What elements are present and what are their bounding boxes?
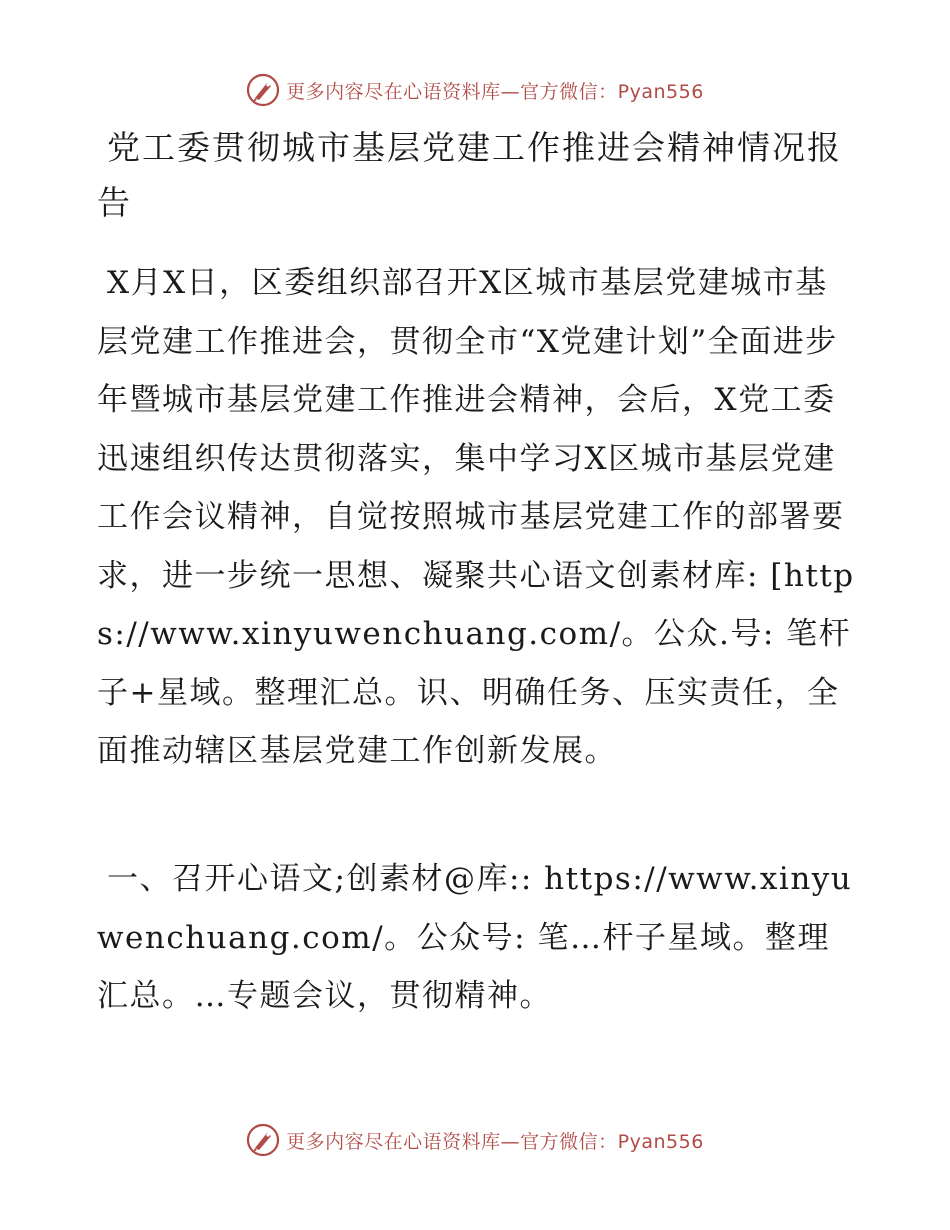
watermark-group xyxy=(246,73,704,107)
bottom-watermark-banner xyxy=(0,1120,950,1160)
watermark-group xyxy=(246,1123,704,1157)
watermark-text: 更多内容尽在心语资料库—官方微信：Pyan556 xyxy=(286,80,704,103)
top-watermark-banner xyxy=(0,70,950,110)
body-paragraph-2: 一、召开心语文;创素材@库:: https://www.xinyuwenchuang.com/。公众号: 笔…杆子星域。整理汇总。…专题会议，贯彻精神。 xyxy=(97,861,853,1014)
pen-nib-logo-icon xyxy=(246,1123,280,1157)
pen-nib-logo-icon xyxy=(246,73,280,107)
watermark-text: 更多内容尽在心语资料库—官方微信：Pyan556 xyxy=(286,1130,704,1153)
body-paragraph-1: X月X日，区委组织部召开X区城市基层党建城市基层党建工作推进会，贯彻全市“X党建计划”全面进步年暨城市基层党建工作推进会精神，会后，X党工委迅速组织传达贯彻落实，集中学习X区城市基层党建工作会议精神，自觉按照城市基层党建工作的部署要求，进一步统一思想、凝聚共心语文创素材库: [https://www.xinyuwenchuang.com/。公众.号: 笔杆子+星域。整理汇总。识、明确任务、压实责任，全面推动辖区基层党建工作创新发展。 xyxy=(97,265,855,769)
document-title: 党工委贯彻城市基层党建工作推进会精神情况报告 xyxy=(97,128,842,222)
